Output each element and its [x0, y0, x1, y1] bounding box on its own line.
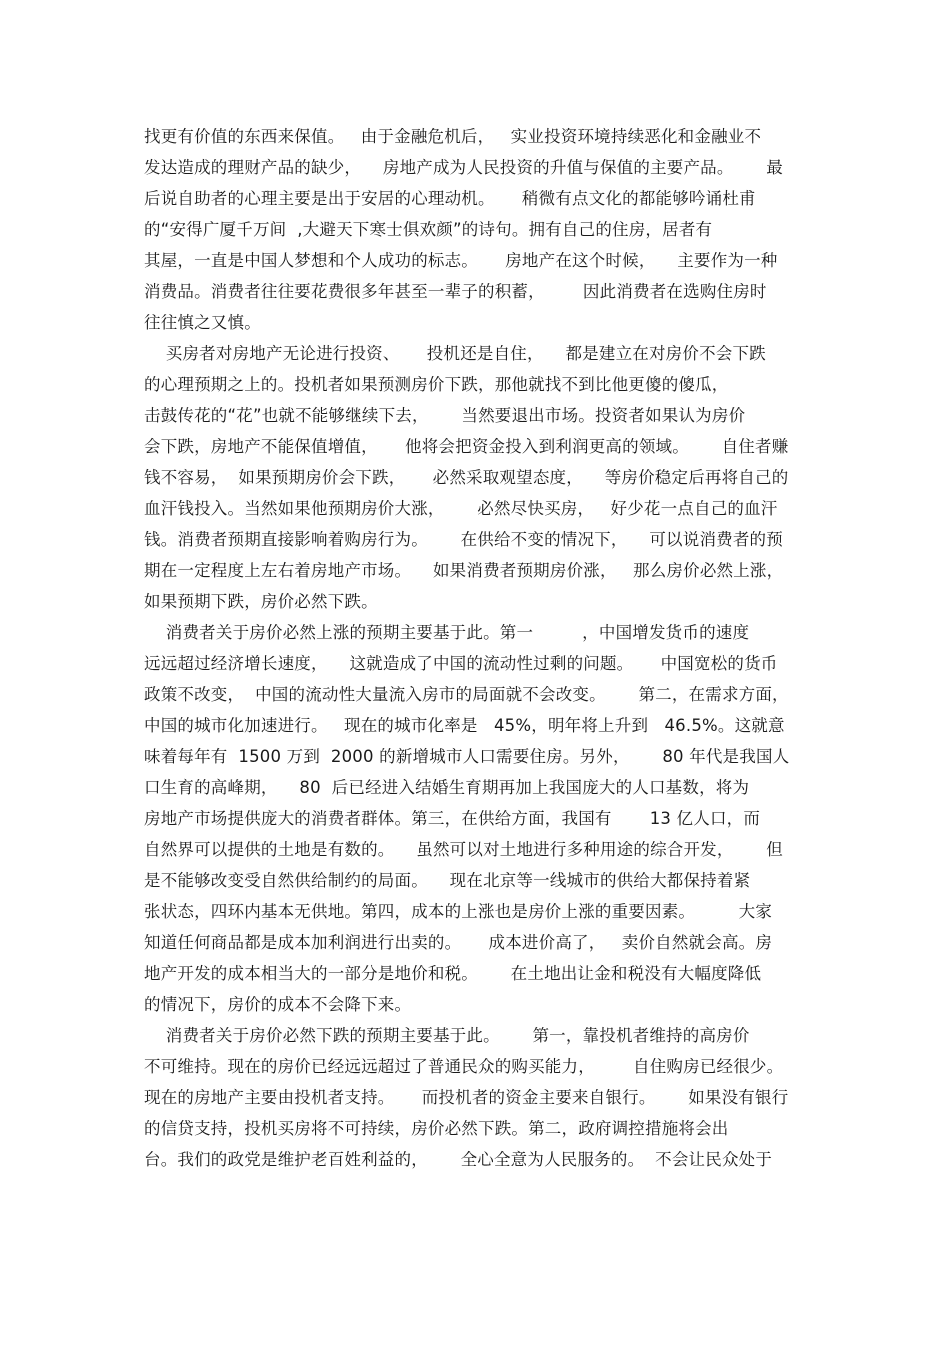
text-line: 中国的城市化加速进行。 现在的城市化率是 45%，明年将上升到 46.5%。这就意 — [144, 716, 785, 735]
text-line: 的“安得广厦千万间 ,大避天下寒士俱欢颜”的诗句。拥有自己的住房，居者有 — [144, 220, 713, 239]
text-line: 自然界可以提供的土地是有数的。 虽然可以对土地进行多种用途的综合开发， 但 — [144, 840, 783, 859]
text-line: 的信贷支持，投机买房将不可持续，房价必然下跌。第二，政府调控措施将会出 — [144, 1119, 729, 1138]
text-line: 买房者对房地产无论进行投资、 投机还是自住， 都是建立在对房价不会下跌 — [144, 344, 766, 363]
text-line: 其屋，一直是中国人梦想和个人成功的标志。 房地产在这个时候， 主要作为一种 — [144, 251, 778, 270]
text-line: 现在的房地产主要由投机者支持。 而投机者的资金主要来自银行。 如果没有银行 — [144, 1088, 789, 1107]
text-line: 消费者关于房价必然下跌的预期主要基于此。 第一，靠投机者维持的高房价 — [144, 1026, 750, 1045]
text-line: 会下跌，房地产不能保值增值， 他将会把资金投入到利润更高的领域。 自住者赚 — [144, 437, 789, 456]
text-line: 不可维持。现在的房价已经远远超过了普通民众的购买能力， 自住购房已经很少。 — [144, 1057, 784, 1076]
text-line: 期在一定程度上左右着房地产市场。 如果消费者预期房价涨， 那么房价必然上涨， — [144, 561, 784, 580]
text-line: 钱不容易， 如果预期房价会下跌， 必然采取观望态度， 等房价稳定后再将自己的 — [144, 468, 789, 487]
text-line: 口生育的高峰期， 80 后已经进入结婚生育期再加上我国庞大的人口基数，将为 — [144, 778, 750, 797]
text-line: 远远超过经济增长速度， 这就造成了中国的流动性过剩的问题。 中国宽松的货币 — [144, 654, 778, 673]
text-line: 是不能够改变受自然供给制约的局面。 现在北京等一线城市的供给大都保持着紧 — [144, 871, 751, 890]
text-line: 后说自助者的心理主要是出于安居的心理动机。 稍微有点文化的都能够吟诵杜甫 — [144, 189, 756, 208]
text-line: 找更有价值的东西来保值。 由于金融危机后， 实业投资环境持续恶化和金融业不 — [144, 127, 762, 146]
text-line: 张状态，四环内基本无供地。第四，成本的上涨也是房价上涨的重要因素。 大家 — [144, 902, 773, 921]
text-line: 地产开发的成本相当大的一部分是地价和税。 在土地出让金和税没有大幅度降低 — [144, 964, 762, 983]
text-line: 钱。消费者预期直接影响着购房行为。 在供给不变的情况下， 可以说消费者的预 — [144, 530, 783, 549]
text-line: 消费品。消费者往往要花费很多年甚至一辈子的积蓄， 因此消费者在选购住房时 — [144, 282, 767, 301]
text-line: 往往慎之又慎。 — [144, 313, 261, 332]
text-line: 击鼓传花的“花”也就不能够继续下去， 当然要退出市场。投资者如果认为房价 — [144, 406, 746, 425]
text-line: 消费者关于房价必然上涨的预期主要基于此。第一 ，中国增发货币的速度 — [144, 623, 750, 642]
text-line: 血汗钱投入。当然如果他预期房价大涨， 必然尽快买房， 好少花一点自己的血汗 — [144, 499, 778, 518]
text-line: 味着每年有 1500 万到 2000 的新增城市人口需要住房。另外， 80 年代是我国人 — [144, 747, 790, 766]
text-line: 如果预期下跌，房价必然下跌。 — [144, 592, 378, 611]
text-line: 的心理预期之上的。投机者如果预测房价下跌，那他就找不到比他更傻的傻瓜， — [144, 375, 729, 394]
text-line: 的情况下，房价的成本不会降下来。 — [144, 995, 412, 1014]
text-line: 知道任何商品都是成本加利润进行出卖的。 成本进价高了， 卖价自然就会高。房 — [144, 933, 773, 952]
text-line: 台。我们的政党是维护老百姓利益的， 全心全意为人民服务的。 不会让民众处于 — [144, 1150, 773, 1169]
text-line: 房地产市场提供庞大的消费者群体。第三，在供给方面，我国有 13 亿人口，而 — [144, 809, 761, 828]
text-line: 发达造成的理财产品的缺少， 房地产成为人民投资的升值与保值的主要产品。 最 — [144, 158, 783, 177]
text-line: 政策不改变， 中国的流动性大量流入房市的局面就不会改变。 第二，在需求方面， — [144, 685, 789, 704]
